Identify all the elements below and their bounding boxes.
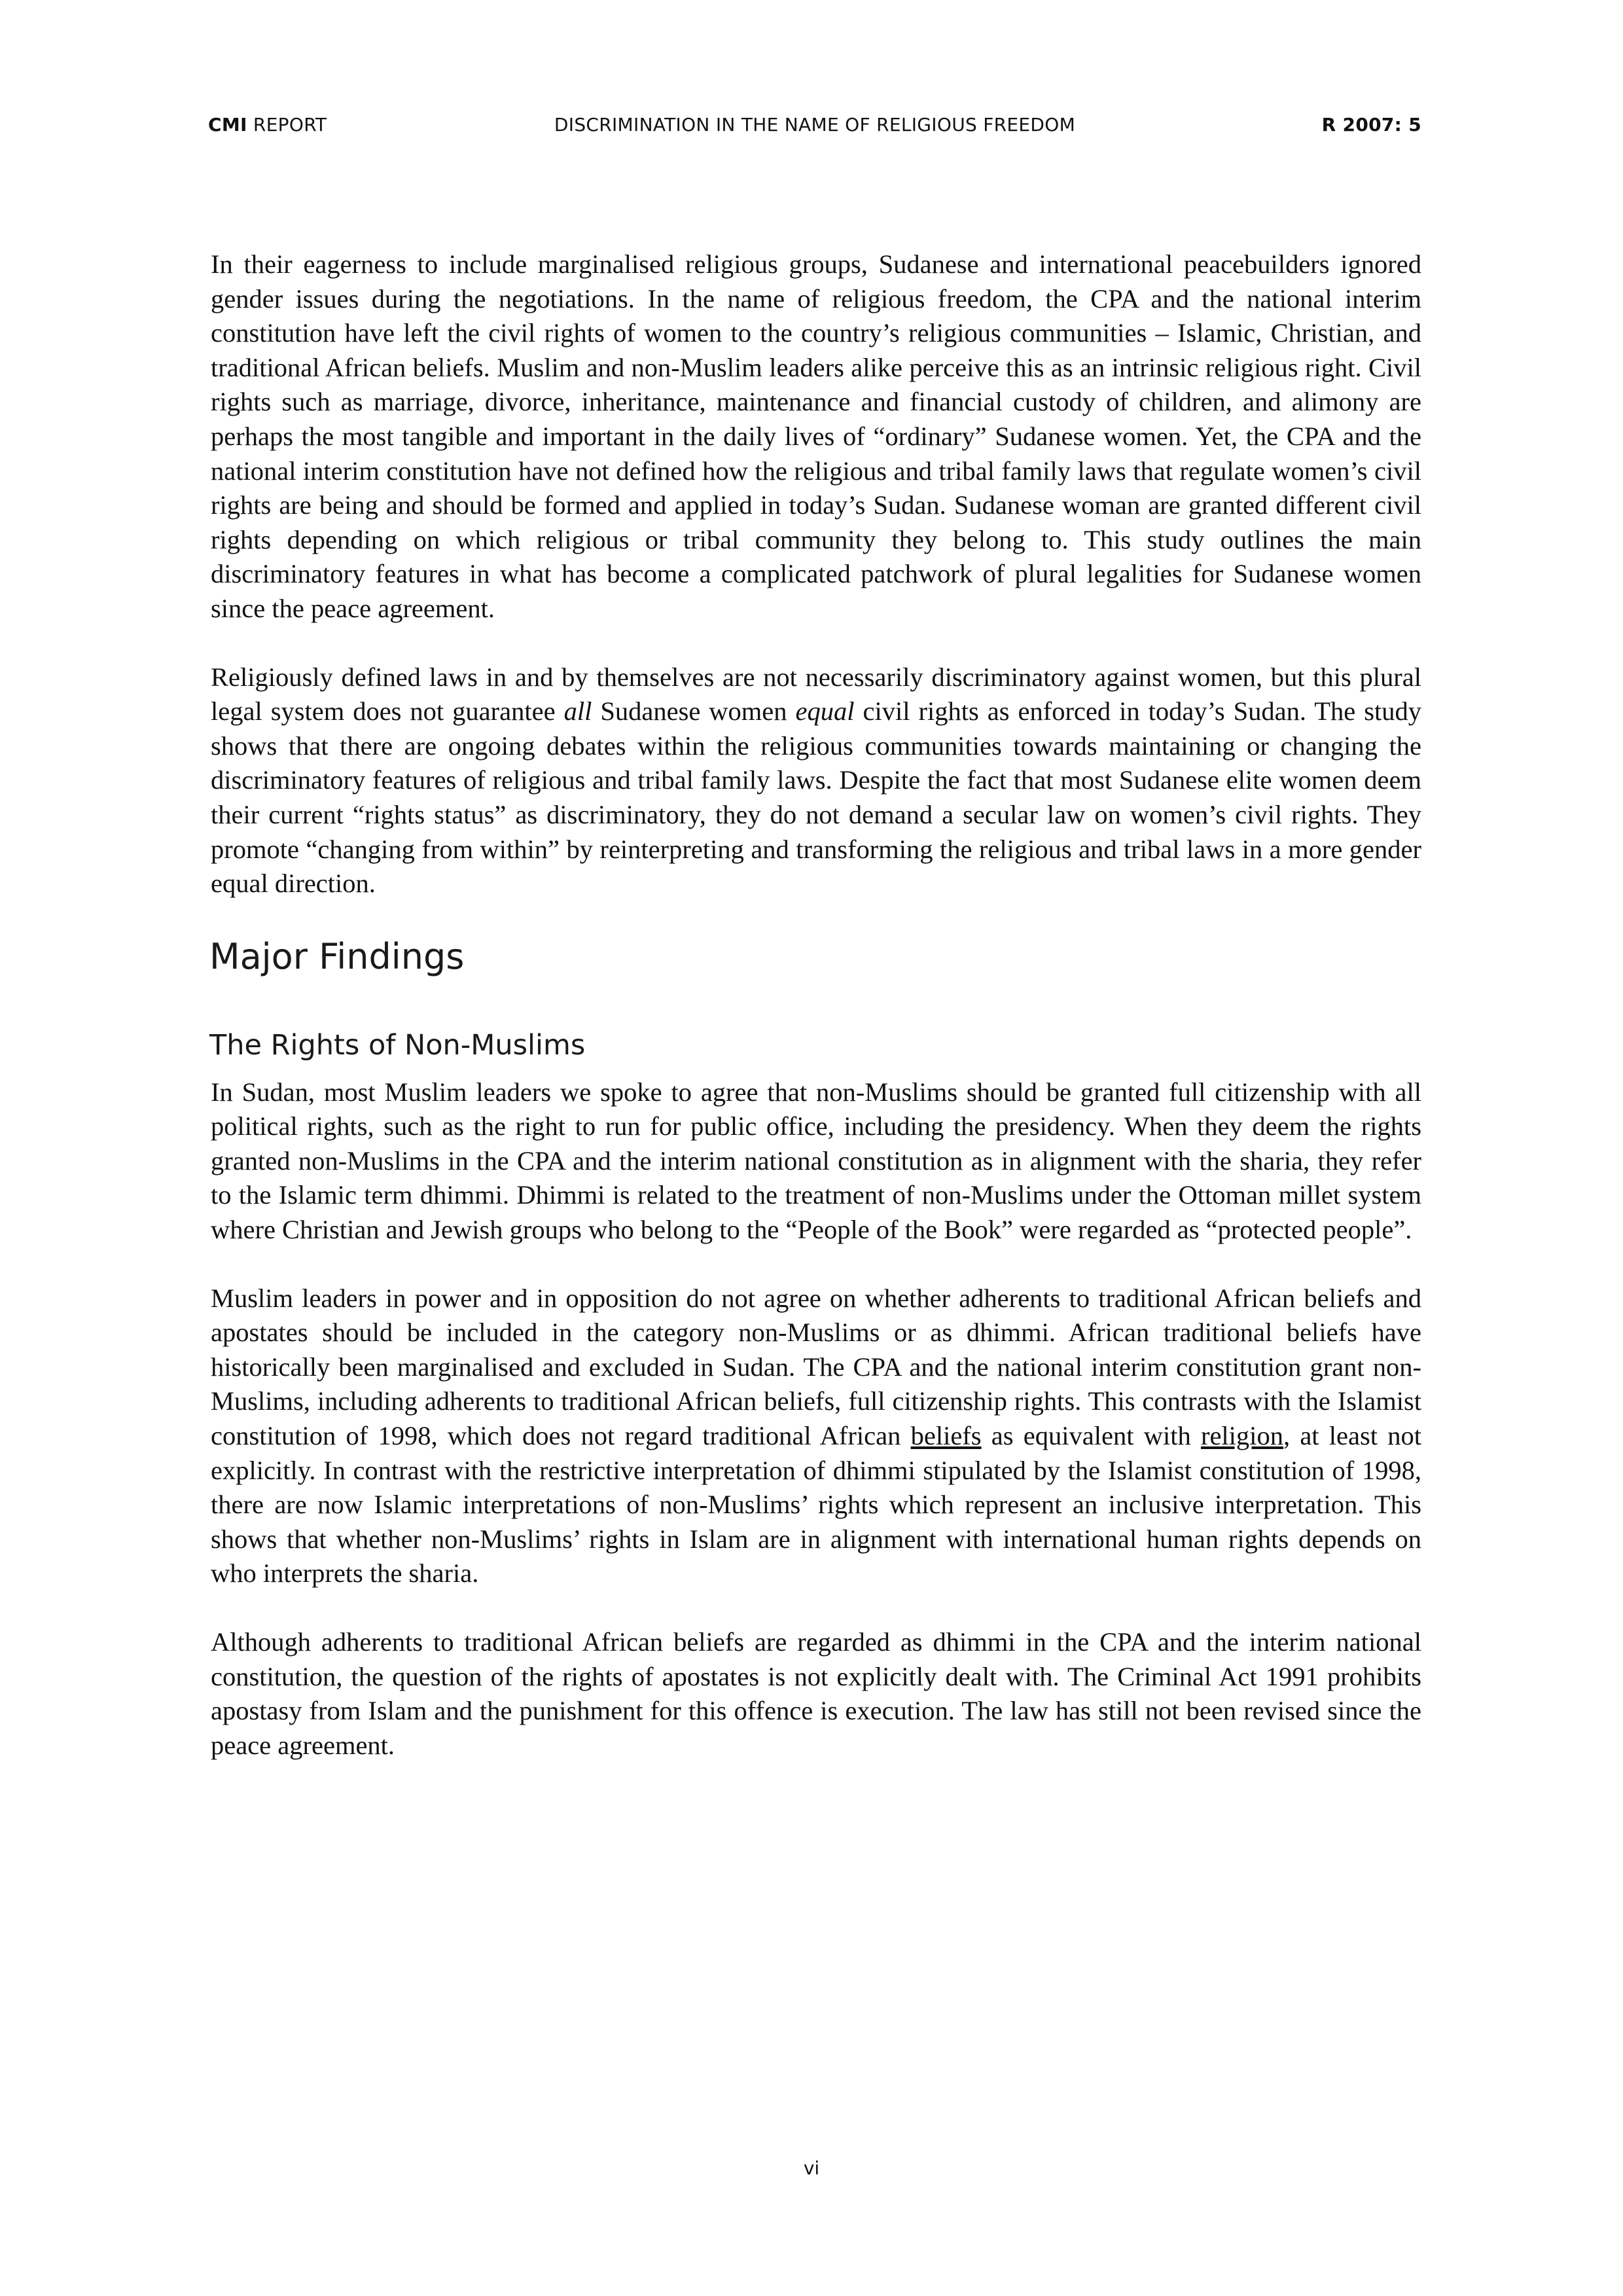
intro-p2-text-a: Religiously defined laws in and by themselves are not necessarily discriminatory against women, but this plural legal system does not guarantee	[211, 662, 1421, 726]
findings-paragraph-3: Although adherents to traditional African beliefs are regarded as dhimmi in the CPA and the interim national constitution, the question of the rights of apostates is not explicitly dealt with. The Criminal Act 1991 prohibits apostasy from Islam and the punishment for this offence is execution. The law has still not been revised since the peace agreement.	[211, 1627, 1421, 1760]
findings-p2-text-c: , at least not explicitly. In contrast with the restrictive interpretation of dhimmi stipulated by the Islamist constitution of 1998, there are now Islamic interpretations of non-Muslims’ rights which represent an inclusive interpretation. This shows that whether non-Muslims’ rights in Islam are in alignment with international human rights depends on who interprets the sharia.	[211, 1421, 1422, 1588]
underlined-religion: religion	[1200, 1421, 1283, 1451]
running-header	[208, 114, 1421, 147]
report-title: DISCRIMINATION IN THE NAME OF RELIGIOUS FREEDOM	[554, 114, 1076, 135]
intro-p2-text-b: Sudanese women	[592, 696, 796, 726]
findings-paragraph-2	[211, 1282, 1421, 1591]
publisher-name: CMI	[208, 114, 247, 135]
page-number: vi	[803, 2157, 820, 2179]
intro-p2-text-c: civil rights as enforced in today’s Sudan. The study shows that there are ongoing debates within the religious communities towards maintaining or changing the discriminatory features of religious and tribal family laws. Despite the fact that most Sudanese elite women deem their current “rights status” as discriminatory, they do not demand a secular law on women’s civil rights. They promote “changing from within” by reinterpreting and transforming the religious and tribal laws in a more gender equal direction.	[211, 696, 1421, 899]
report-label: REPORT	[247, 114, 327, 135]
section-heading-major-findings: Major Findings	[209, 935, 465, 977]
findings-p2-text-a: Muslim leaders in power and in opposition do not agree on whether adherents to traditional African beliefs and apostates should be included in the category non-Muslims or as dhimmi. African traditional beliefs have historically been marginalised and excluded in Sudan. The CPA and the national interim constitution grant non-Muslims, including adherents to traditional African beliefs, full citizenship rights. This contrasts with the Islamist constitution of 1998, which does not regard traditional African	[211, 1283, 1421, 1451]
page-body	[211, 247, 1421, 1763]
emphasis-equal: equal	[795, 696, 855, 726]
subsection-heading-rights-non-muslims: The Rights of Non-Muslims	[209, 1028, 586, 1062]
findings-p2-text-b: as equivalent with	[981, 1421, 1201, 1451]
underlined-beliefs: beliefs	[910, 1421, 982, 1451]
findings-paragraph-1: In Sudan, most Muslim leaders we spoke to agree that non-Muslims should be granted full citizenship with all political rights, such as the right to run for public office, including the presidency. When they deem the rights granted non-Muslims in the CPA and the interim national constitution as in alignment with the sharia, they refer to the Islamic term dhimmi. Dhimmi is related to the treatment of non-Muslims under the Ottoman millet system where Christian and Jewish groups who belong to the “People of the Book” were regarded as “protected people”.	[211, 1077, 1421, 1245]
report-number: R 2007: 5	[1321, 114, 1421, 135]
intro-paragraph-1: In their eagerness to include marginalised religious groups, Sudanese and international peacebuilders ignored gender issues during the negotiations. In the name of religious freedom, the CPA and the national interim constitution have left the civil rights of women to the country’s religious communities – Islamic, Christian, and traditional African beliefs. Muslim and non-Muslim leaders alike perceive this as an intrinsic religious right. Civil rights such as marriage, divorce, inheritance, maintenance and financial custody of children, and alimony are perhaps the most tangible and important in the daily lives of “ordinary” Sudanese women. Yet, the CPA and the national interim constitution have not defined how the religious and tribal family laws that regulate women’s civil rights are being and should be formed and applied in today’s Sudan. Sudanese woman are granted different civil rights depending on which religious or tribal community they belong to. This study outlines the main discriminatory features in what has become a complicated patchwork of plural legalities for Sudanese women since the peace agreement.	[211, 249, 1421, 623]
emphasis-all: all	[563, 696, 592, 726]
intro-paragraph-2	[211, 660, 1421, 901]
